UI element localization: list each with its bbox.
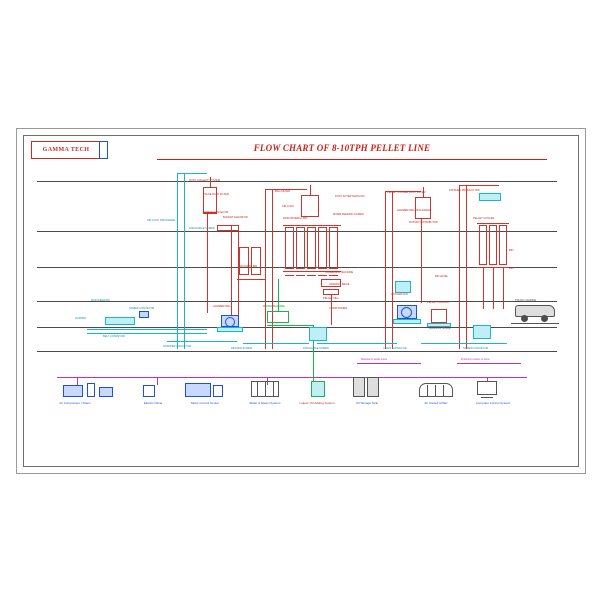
equipment-label: CHAIN CONVEYOR	[383, 347, 407, 350]
equipment-label: SCREENING MACHINE	[325, 271, 354, 274]
transfer-box-2	[473, 325, 491, 339]
utility-label: Electric Panel	[143, 401, 163, 405]
boiler-tube-1	[257, 381, 258, 397]
equipment-label: SCREW CONVEYOR	[203, 211, 229, 214]
finished-bin-1	[479, 225, 487, 265]
raw-material-bin-2	[296, 227, 305, 269]
bin-cone-4	[318, 275, 327, 276]
equipment-label: BAGGING SCALE	[429, 327, 451, 330]
finished-product-distributor	[479, 193, 501, 201]
batching-bin-a2	[251, 247, 261, 275]
belt-conveyor-lower	[87, 333, 207, 334]
finished-bin-top	[477, 223, 509, 224]
control-computer-monitor	[477, 381, 497, 395]
belt-conveyor	[87, 329, 207, 330]
control-computer-stand	[481, 397, 493, 398]
equipment-label: MIXER FEEDING SCREW	[333, 213, 364, 216]
equipment-label: DUST COLLECT SYSTEM	[189, 179, 221, 182]
pellet-cooler-dust-filter	[415, 197, 431, 219]
flow-note: Material to pellet press	[361, 358, 388, 361]
finished-bin-drop-1	[483, 267, 484, 309]
belt-drive-motor	[139, 311, 149, 318]
intake-riser-1	[177, 173, 178, 349]
utility-label: Air Cooled Chiller	[424, 401, 448, 405]
equipment-label: MIXING MACHINE	[263, 305, 285, 308]
chiller-fin-2	[435, 385, 436, 397]
equipment-label: COOLER FAN	[391, 293, 408, 296]
equipment-label: PELLET MILL	[323, 297, 340, 300]
mixing-machine	[267, 311, 289, 323]
company-logo-text: GAMMA TECH	[42, 147, 90, 153]
page-title: FLOW CHART OF 8-10TPH PELLET LINE	[253, 143, 431, 153]
oil-storage-tank-2	[367, 377, 379, 397]
chiller-fin-3	[443, 385, 444, 397]
section-d-riser-2	[466, 185, 467, 349]
equipment-label: SCREW CONVEYOR	[129, 307, 155, 310]
equipment-label: AIR LOCK	[282, 205, 295, 208]
equipment-label: DISCHARGE SCREW	[303, 347, 329, 350]
equipment-label: BAG FILTER	[275, 190, 290, 193]
mcc-cabinet-2	[213, 385, 223, 397]
raw-material-bin-1	[285, 227, 294, 269]
section-b-riser-1	[265, 189, 266, 349]
utility-header-line	[57, 377, 527, 378]
section-c-riser-2	[392, 191, 393, 349]
equipment-label: BUCKET ELEVATOR	[223, 216, 248, 219]
title-underline	[157, 159, 547, 160]
product-screw-conveyor	[421, 343, 507, 344]
equipment-label: ROTARY DISTRIBUTOR	[409, 221, 438, 224]
equipment-label: PULSE DUST FILTER	[203, 193, 229, 196]
section-d-riser-1	[459, 185, 460, 349]
equipment-label: TRUCK LOADING	[515, 299, 537, 302]
pellet-mill-base	[393, 319, 421, 324]
utility-drop-1	[77, 377, 78, 385]
bagging-scale	[431, 309, 447, 323]
raw-material-bin-3	[307, 227, 316, 269]
finished-bin-3	[499, 225, 507, 265]
equipment-label: BIN LEVEL	[435, 275, 449, 278]
section-d-top-duct	[459, 185, 499, 186]
equipment-label: BIN	[509, 249, 514, 252]
chiller-fin-1	[427, 385, 428, 397]
return-screw-conveyor	[243, 343, 309, 344]
utility-label: Boiler & Steam System	[249, 401, 281, 405]
flow-arrow-to-store	[457, 363, 521, 364]
intake-riser-2	[184, 173, 185, 349]
finished-bin-2	[489, 225, 497, 265]
batching-bin-a1	[239, 247, 249, 275]
equipment-label: CONDITIONER	[329, 307, 348, 310]
intake-hopper	[105, 317, 135, 325]
bag-filter-stack	[310, 185, 311, 195]
bag-filter	[301, 195, 319, 217]
boiler-tube-2	[265, 381, 266, 397]
equipment-label: BELT CONVEYOR	[103, 335, 125, 338]
finished-bin-drop-3	[503, 267, 504, 309]
cooler-fan	[395, 281, 411, 293]
electric-panel	[143, 385, 155, 397]
raw-material-bin-4	[318, 227, 327, 269]
air-dryer	[99, 387, 113, 397]
mixer-outlet-line	[267, 325, 313, 326]
bin-cone-2	[296, 275, 305, 276]
equipment-label: BIN	[509, 267, 514, 270]
utility-label: Motor Control Center	[190, 401, 219, 405]
intake-top-duct	[177, 173, 207, 174]
utility-label: Liquid / Oil Adding System	[299, 401, 335, 405]
bin-cone-5	[329, 275, 338, 276]
company-logo	[31, 141, 101, 159]
truck-ground	[511, 323, 559, 324]
bucket-elevator-a-left	[231, 225, 232, 315]
flow-arrow-to-press	[357, 363, 421, 364]
logo-tab	[99, 141, 108, 159]
air-receiver	[87, 383, 95, 397]
hammer-mill-rotor	[225, 317, 235, 327]
transfer-box-1	[309, 327, 327, 341]
bin-bank-top	[283, 225, 341, 226]
utility-drop-2	[157, 377, 158, 385]
utility-label: Oil Storage Tank	[355, 401, 379, 405]
flow-note: Finished product to store	[461, 358, 490, 361]
bin-a-base-line	[237, 279, 265, 280]
air-cooled-chiller	[419, 383, 453, 397]
hammer-mill-base	[217, 327, 243, 332]
utility-label: Computer Control System	[475, 401, 511, 405]
elevation-line-4	[37, 301, 557, 302]
chain-conveyor	[317, 343, 397, 344]
air-compressor	[63, 385, 83, 397]
equipment-label: AIR LOCK DISCHARGE	[147, 219, 176, 222]
equipment-label: HAMMER MILL DISCHARGE	[397, 209, 432, 212]
oil-storage-tank-1	[353, 377, 365, 397]
equipment-label: FINISHED PRODUCT BIN	[449, 189, 480, 192]
bin-cone-3	[307, 275, 316, 276]
raw-material-bin-5	[329, 227, 338, 269]
equipment-label: RETURN SCREW	[231, 347, 253, 350]
elevation-line-1	[37, 181, 557, 182]
equipment-label: SCREW CONVEYOR	[463, 347, 489, 350]
pulse-dust-filter	[203, 187, 217, 213]
equipment-label: RAW MATERIAL BIN	[283, 217, 308, 220]
screw-conveyor-a	[217, 225, 239, 231]
pellet-mill-die	[401, 307, 412, 318]
drawing-sheet	[16, 128, 586, 474]
equipment-label: BATCHING BIN	[239, 265, 258, 268]
ground-line	[37, 351, 557, 352]
equipment-label: PELLET PACKING	[427, 301, 449, 304]
finished-bin-drop-2	[493, 267, 494, 309]
equipment-label: DISCHARGE SCREW	[189, 227, 215, 230]
truck-wheel-front	[521, 315, 528, 322]
equipment-label: DUST FILTER MAIN FAN	[335, 195, 365, 198]
section-c-riser-1	[385, 191, 386, 349]
equipment-label: PELLET COOLER DUST FILTER	[387, 191, 426, 194]
utility-label: Air Compressor / Filters	[59, 401, 91, 405]
motor-control-center	[185, 383, 211, 397]
equipment-label: GRADING SIEVE	[329, 283, 350, 286]
scraper-conveyor	[167, 341, 237, 342]
equipment-label: SCRAPER CONVEYOR	[163, 345, 192, 348]
truck-wheel-rear	[541, 315, 548, 322]
equipment-label: MAIN FEEDING	[91, 299, 110, 302]
bin-cone-1	[285, 275, 294, 276]
equipment-label: HAMMER MILL	[213, 305, 232, 308]
equipment-label: HOPPER	[75, 317, 86, 320]
liquid-adding-system	[311, 381, 325, 397]
equipment-label: PELLET COOLER	[473, 217, 495, 220]
boiler-tube-3	[273, 381, 274, 397]
pellet-mill-riser	[421, 219, 422, 303]
